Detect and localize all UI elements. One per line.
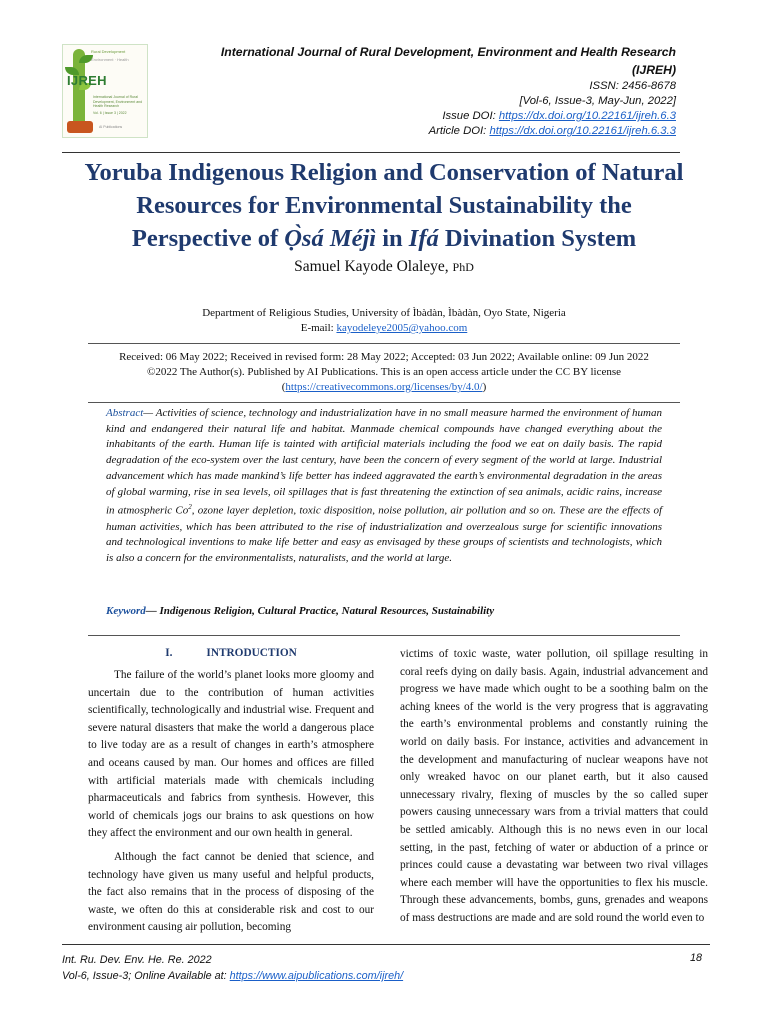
section-title: INTRODUCTION — [206, 647, 297, 659]
divider — [88, 635, 680, 636]
journal-abbr: (IJREH) — [631, 63, 676, 77]
paragraph: Although the fact cannot be denied that science, and technology have given us many useful and helpful products, the fact also remains that in the process of disposing of the waste, we often do this at considerable risk and cost to our environment causing air pollution, becoming — [88, 850, 374, 934]
keywords-text: Indigenous Religion, Cultural Practice, Natural Resources, Sustainability — [159, 605, 495, 617]
footer-url-link[interactable]: https://www.aipublications.com/ijreh/ — [229, 970, 404, 982]
abstract-text: Activities of science, technology and industrialization have in no small measure harmed the environment of human kind and endangered their natural life and habitat. Manmade chemical compounds have changed everything about the inhabitants of the earth. Human life is tainted with artificial materials including the food we eat on daily basis. The rapid degradation of the eco-system over the last century, have been the concern of every segment of the world at large. Industrial advancement which has made mankind’s life better has indeed aggravated the earth’s environmental degradation in the areas of global warming, rise in sea levels, oil spillages that is fast threatening the extinction of sea animals, acidic rains, increase in atmospheric Co — [106, 407, 662, 517]
abstract-superscript: 2 — [188, 503, 192, 512]
email-line — [0, 321, 768, 336]
title-line: Yoruba Indigenous Religion and Conservation of Natural — [84, 159, 684, 186]
issue-doi-label: Issue DOI: — [442, 110, 499, 122]
title-text: in — [376, 225, 409, 252]
title-line — [40, 222, 728, 255]
journal-name-text: International Journal of Rural Development, Environment and Health Research — [220, 45, 676, 59]
keywords-label: Keyword — [106, 605, 146, 617]
paren: ( — [281, 381, 286, 393]
body-column-right — [400, 646, 708, 934]
title-osa-meji: Ọ̀sá Méjì — [284, 225, 377, 252]
logo-tagline: Environment · Health — [91, 57, 129, 62]
author-name: Samuel Kayode Olaleye, — [294, 258, 453, 275]
footer-online — [62, 968, 403, 984]
author-suffix: PhD — [452, 260, 474, 274]
journal-logo — [62, 44, 148, 138]
issue-doi — [156, 109, 676, 124]
divider — [88, 402, 680, 403]
page-number: 18 — [690, 952, 703, 964]
footer-divider — [62, 944, 710, 945]
author — [0, 258, 768, 276]
footer-citation — [62, 952, 403, 984]
paren: ) — [482, 381, 487, 393]
header-divider — [62, 152, 680, 153]
article-doi-link[interactable]: https://dx.doi.org/10.22161/ijreh.6.3.3 — [489, 125, 676, 137]
issn: ISSN: 2456-8678 — [589, 80, 676, 92]
dates-line: Received: 06 May 2022; Received in revised form: 28 May 2022; Accepted: 03 Jun 2022; Available online: 09 Jun 2022 — [119, 351, 649, 363]
section-heading — [88, 646, 374, 661]
body-column-left — [88, 646, 374, 943]
paragraph: The failure of the world’s planet looks more gloomy and uncertain due to the contribution of human activities scientifically, technologically and industrial wise. Frequent and severe natural disasters that make the world a dangerous place to live today are as a result of changes in earth’s atmosphere and oceans caused by man. Our homes and offices are filled with artificial materials made with chemicals including pharmaceuticals and fabrics from synthesis. However, this world of chemicals jogs our brains to ask questions on how they affect the environment and our own health in general. — [88, 669, 375, 840]
title-ifa: Ifá — [408, 225, 439, 252]
department: Department of Religious Studies, University of Ìbàdàn, Ìbàdàn, Oyo State, Nigeria — [202, 307, 566, 319]
keywords — [106, 605, 662, 617]
section-number: I. — [165, 647, 173, 659]
license-line: ©2022 The Author(s). Published by AI Publications. This is an open access article under the CC BY license — [146, 366, 622, 378]
article-title — [40, 156, 728, 255]
title-text: Perspective of — [131, 225, 285, 252]
license-url-line — [0, 380, 768, 395]
journal-name — [156, 43, 676, 79]
title-line: Resources for Environmental Sustainability the — [136, 192, 632, 219]
email-link[interactable]: kayodeleye2005@yahoo.com — [336, 322, 468, 334]
email-label: E-mail: — [300, 322, 337, 334]
keywords-dash: — — [145, 605, 160, 617]
soil-shape — [67, 121, 93, 133]
license-link[interactable]: https://creativecommons.org/licenses/by/4.0/ — [285, 381, 483, 393]
logo-subtitle: International Journal of Rural Development, Environment and Health Research — [93, 95, 143, 108]
divider — [88, 343, 680, 344]
logo-subtitle: Vol. 6 | Issue 3 | 2022 — [93, 111, 127, 115]
publication-dates — [0, 350, 768, 395]
abstract — [106, 406, 662, 567]
abstract-text: , ozone layer depletion, toxic disposition, noise pollution, air pollution and so on. These are the effects of human activities, which has been attributed to the rise of industrialization and overzealous surge for scientific innovations and technological inventions to make life better and easy as envisaged by these groups of scientists and technologists, which is also a concern for the environmentalists, naturalists, and the world at large. — [106, 504, 662, 564]
logo-tagline: Rural Development — [91, 49, 126, 54]
logo-publisher: AI Publications — [99, 125, 123, 129]
article-doi — [156, 124, 676, 139]
paragraph: victims of toxic waste, water pollution, oil spillage resulting in coral reefs dying on daily basis. Again, industrial advancement and progress we have made which ought to be a soothing balm on the aching knees of the world is the very progress that is aggravating the earth’s environmental problems and constantly ruining the world on daily basis. For instance, activities and advancement in the development and manufacturing of nuclear weapons have not only wreaked havoc on our planet earth, but it also caused unnecessary rivalry, flexing of muscles by the so called super powers causing unnecessary wars from a trivial matters that could be settled amicably. Although this is no news even in our local setting, in the past, fetching of water or abduction of a prince or princes could cause a devastating war between two rival villages where each member will have the opportunities to flex his muscle. Through these advancements, bombs, guns, grenades and weapons of mass destructions are made and are sold round the world even to — [400, 648, 708, 924]
abstract-dash: — — [143, 407, 156, 419]
logo-brand: IJREH — [67, 73, 107, 88]
footer-online-label: Vol-6, Issue-3; Online Available at: — [62, 970, 230, 982]
abstract-label: Abstract — [106, 407, 144, 419]
issue-doi-link[interactable]: https://dx.doi.org/10.22161/ijreh.6.3 — [498, 110, 676, 122]
volume-info: [Vol-6, Issue-3, May-Jun, 2022] — [519, 95, 676, 107]
title-text: Divination System — [438, 225, 637, 252]
affiliation — [0, 306, 768, 336]
article-doi-label: Article DOI: — [428, 125, 490, 137]
journal-header — [156, 43, 676, 139]
footer-journal-abbr: Int. Ru. Dev. Env. He. Re. 2022 — [62, 954, 212, 966]
